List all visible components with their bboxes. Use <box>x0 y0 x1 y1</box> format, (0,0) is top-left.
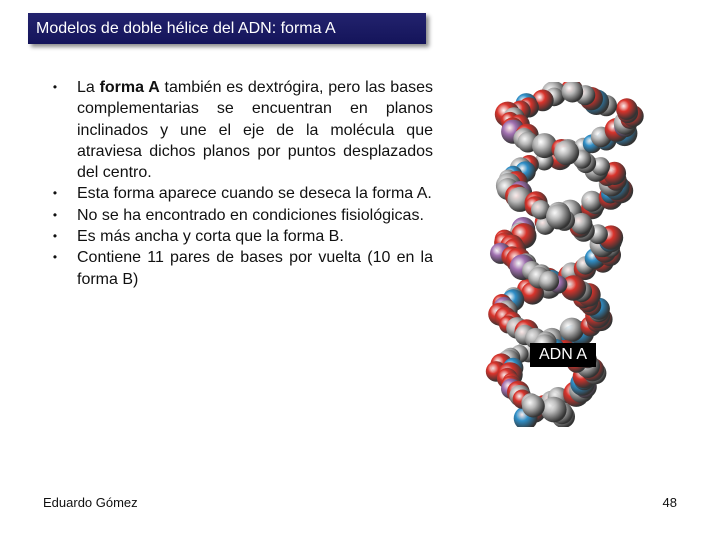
bullet-item <box>48 226 433 247</box>
bullet-list <box>48 77 433 290</box>
bullet-dot: • <box>52 250 58 265</box>
bullet-text: Es más ancha y corta que la forma B. <box>77 228 344 246</box>
page-number: 48 <box>662 495 677 510</box>
dna-atom <box>541 397 567 423</box>
dna-atom <box>581 191 602 212</box>
dna-atom <box>539 271 559 291</box>
dna-atoms <box>486 82 644 427</box>
bullet-text: No se ha encontrado en condiciones fisiológicas. <box>77 206 424 224</box>
dna-atom <box>554 140 579 165</box>
footer-author: Eduardo Gómez <box>43 495 138 510</box>
bullet-text-post: también es dextrógira, pero las bases complementarias se encuentran en planos inclinados y une el eje de la molécula que atraviesa dichos planos por puntos desplazados del centro. <box>77 79 433 182</box>
dna-atom <box>560 318 584 342</box>
bullet-dot: • <box>52 186 58 201</box>
bullet-item <box>48 77 433 183</box>
bullet-text: Contiene 11 pares de bases por vuelta (10 en la forma B) <box>77 249 433 288</box>
dna-atom <box>546 204 571 229</box>
bullet-item <box>48 183 433 204</box>
dna-image-label: ADN A <box>530 343 596 367</box>
dna-atom <box>522 395 545 418</box>
bullet-dot: • <box>52 229 58 244</box>
bullet-text-pre: La <box>77 79 100 96</box>
bullet-item <box>48 247 433 290</box>
slide-title: Modelos de doble hélice del ADN: forma A <box>28 13 426 44</box>
dna-a-model-image <box>480 82 648 427</box>
dna-atom <box>616 98 638 120</box>
bullet-text-bold: forma A <box>99 79 160 96</box>
bullet-dot: • <box>52 207 58 222</box>
bullet-text: Esta forma aparece cuando se deseca la forma A. <box>77 185 432 203</box>
bullet-dot: • <box>52 80 58 94</box>
bullet-item <box>48 205 433 226</box>
